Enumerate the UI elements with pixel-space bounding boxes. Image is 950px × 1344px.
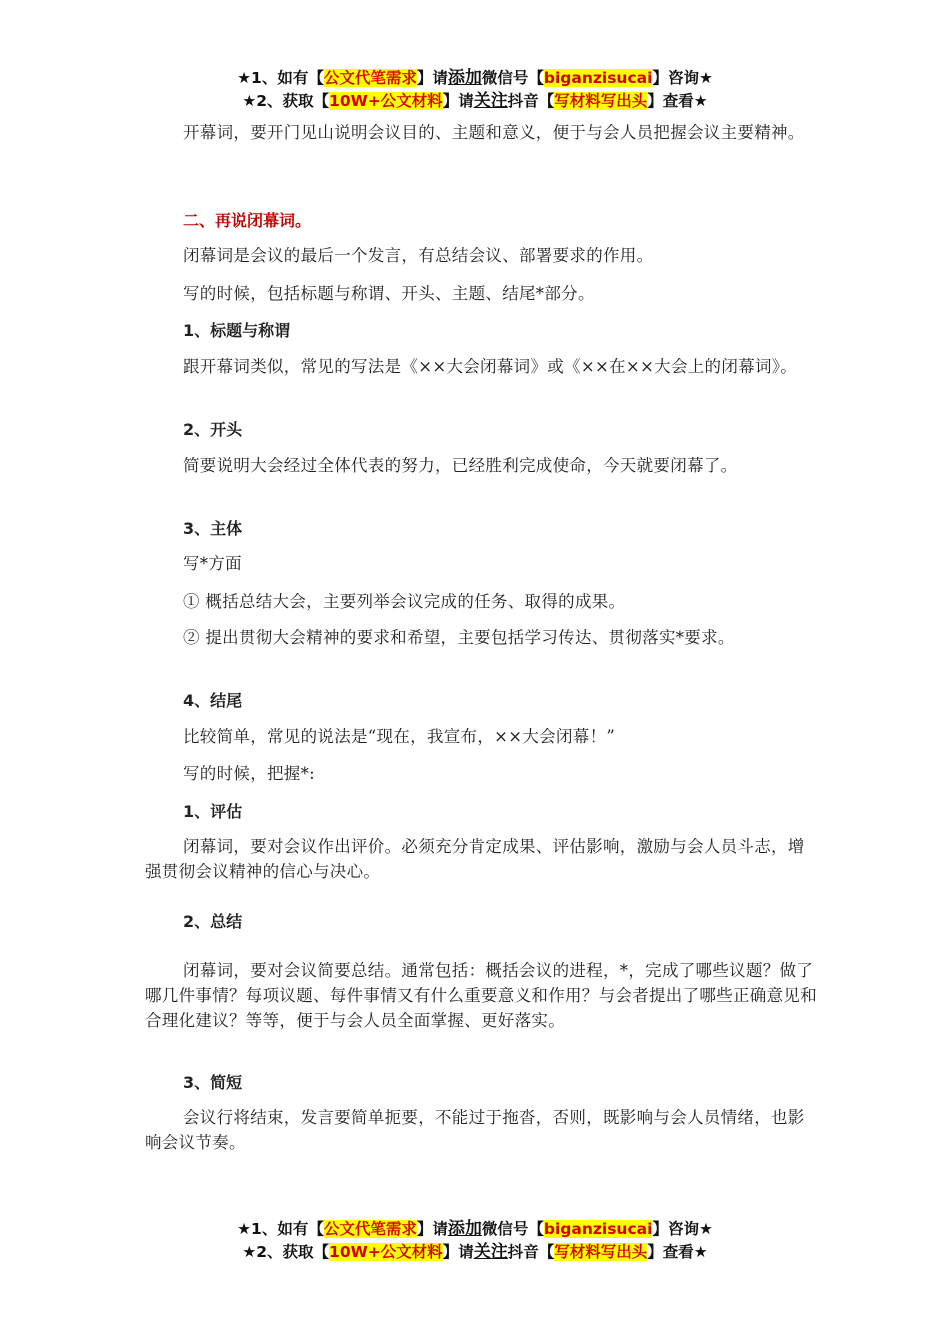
banner-text: 】请 <box>442 92 474 110</box>
highlight-text: 公文代笔需求 <box>323 1220 417 1238</box>
subheading: 1、评估 <box>183 802 243 821</box>
bottom-banner <box>0 1218 950 1264</box>
subheading: 3、主体 <box>183 519 243 538</box>
banner-text: 抖音【 <box>507 1243 555 1261</box>
paragraph: 写的时候，把握*: <box>183 764 316 783</box>
paragraph: 开幕词，要开门见山说明会议目的、主题和意义，便于与会人员把握会议主要精神。 <box>183 123 805 142</box>
list-item: ② 提出贯彻大会精神的要求和希望，主要包括学习传达、贯彻落实*要求。 <box>183 628 735 647</box>
subheading: 3、简短 <box>183 1073 243 1092</box>
banner-text: ★1、如有【 <box>237 69 324 87</box>
subheading: 1、标题与称谓 <box>183 321 291 340</box>
banner-text: 】咨询★ <box>652 1220 713 1238</box>
banner-text: 微信号【 <box>481 69 544 87</box>
paragraph: 简要说明大会经过全体代表的努力，已经胜利完成使命，今天就要闭幕了。 <box>183 456 738 475</box>
banner-line-1 <box>0 67 950 90</box>
paragraph: 写的时候，包括标题与称谓、开头、主题、结尾*部分。 <box>183 284 595 303</box>
paragraph: 闭幕词是会议的最后一个发言，有总结会议、部署要求的作用。 <box>183 246 654 265</box>
paragraph: 写*方面 <box>183 554 242 573</box>
top-banner <box>0 67 950 113</box>
banner-text: 】咨询★ <box>652 69 713 87</box>
banner-text: 微信号【 <box>481 1220 544 1238</box>
section-heading: 二、再说闭幕词。 <box>183 211 312 230</box>
banner-text: ★1、如有【 <box>237 1220 324 1238</box>
douyin-account: 写材料写出头 <box>554 92 648 110</box>
highlight-text: 10W+公文材料 <box>329 1243 443 1261</box>
wechat-id: biganzisucai <box>543 1220 653 1238</box>
banner-line-2 <box>0 90 950 113</box>
banner-text: 抖音【 <box>507 92 555 110</box>
underlined-text: 关注 <box>473 1242 508 1262</box>
subheading: 2、开头 <box>183 420 243 439</box>
subheading: 2、总结 <box>183 912 243 931</box>
highlight-text: 10W+公文材料 <box>329 92 443 110</box>
underlined-text: 添加 <box>447 68 482 88</box>
banner-text: 】查看★ <box>647 92 708 110</box>
banner-text: 】请 <box>416 1220 448 1238</box>
list-item: ① 概括总结大会，主要列举会议完成的任务、取得的成果。 <box>183 592 626 611</box>
banner-text: 】请 <box>416 69 448 87</box>
subheading: 4、结尾 <box>183 691 243 710</box>
paragraph: 会议行将结束，发言要简单扼要，不能过于拖沓，否则，既影响与会人员情绪，也影响会议节奏。 <box>145 1108 805 1152</box>
banner-text: 】请 <box>442 1243 474 1261</box>
paragraph: 比较简单，常见的说法是“现在，我宣布，××大会闭幕！” <box>183 727 616 746</box>
banner-text: 】查看★ <box>647 1243 708 1261</box>
underlined-text: 关注 <box>473 91 508 111</box>
banner-line-1 <box>0 1218 950 1241</box>
paragraph: 闭幕词，要对会议简要总结。通常包括：概括会议的进程，*，完成了哪些议题？做了哪几件事情？每项议题、每件事情又有什么重要意义和作用？与会者提出了哪些正确意见和合理化建议？等等，便于与会人员全面掌握、更好落实。 <box>145 961 817 1030</box>
banner-text: ★2、获取【 <box>242 1243 330 1261</box>
highlight-text: 公文代笔需求 <box>323 69 417 87</box>
underlined-text: 添加 <box>447 1219 482 1239</box>
douyin-account: 写材料写出头 <box>554 1243 648 1261</box>
paragraph: 跟开幕词类似，常见的写法是《××大会闭幕词》或《××在××大会上的闭幕词》。 <box>183 357 798 376</box>
wechat-id: biganzisucai <box>543 69 653 87</box>
banner-text: ★2、获取【 <box>242 92 330 110</box>
banner-line-2 <box>0 1241 950 1264</box>
paragraph: 闭幕词，要对会议作出评价。必须充分肯定成果、评估影响，激励与会人员斗志，增强贯彻会议精神的信心与决心。 <box>145 837 805 881</box>
